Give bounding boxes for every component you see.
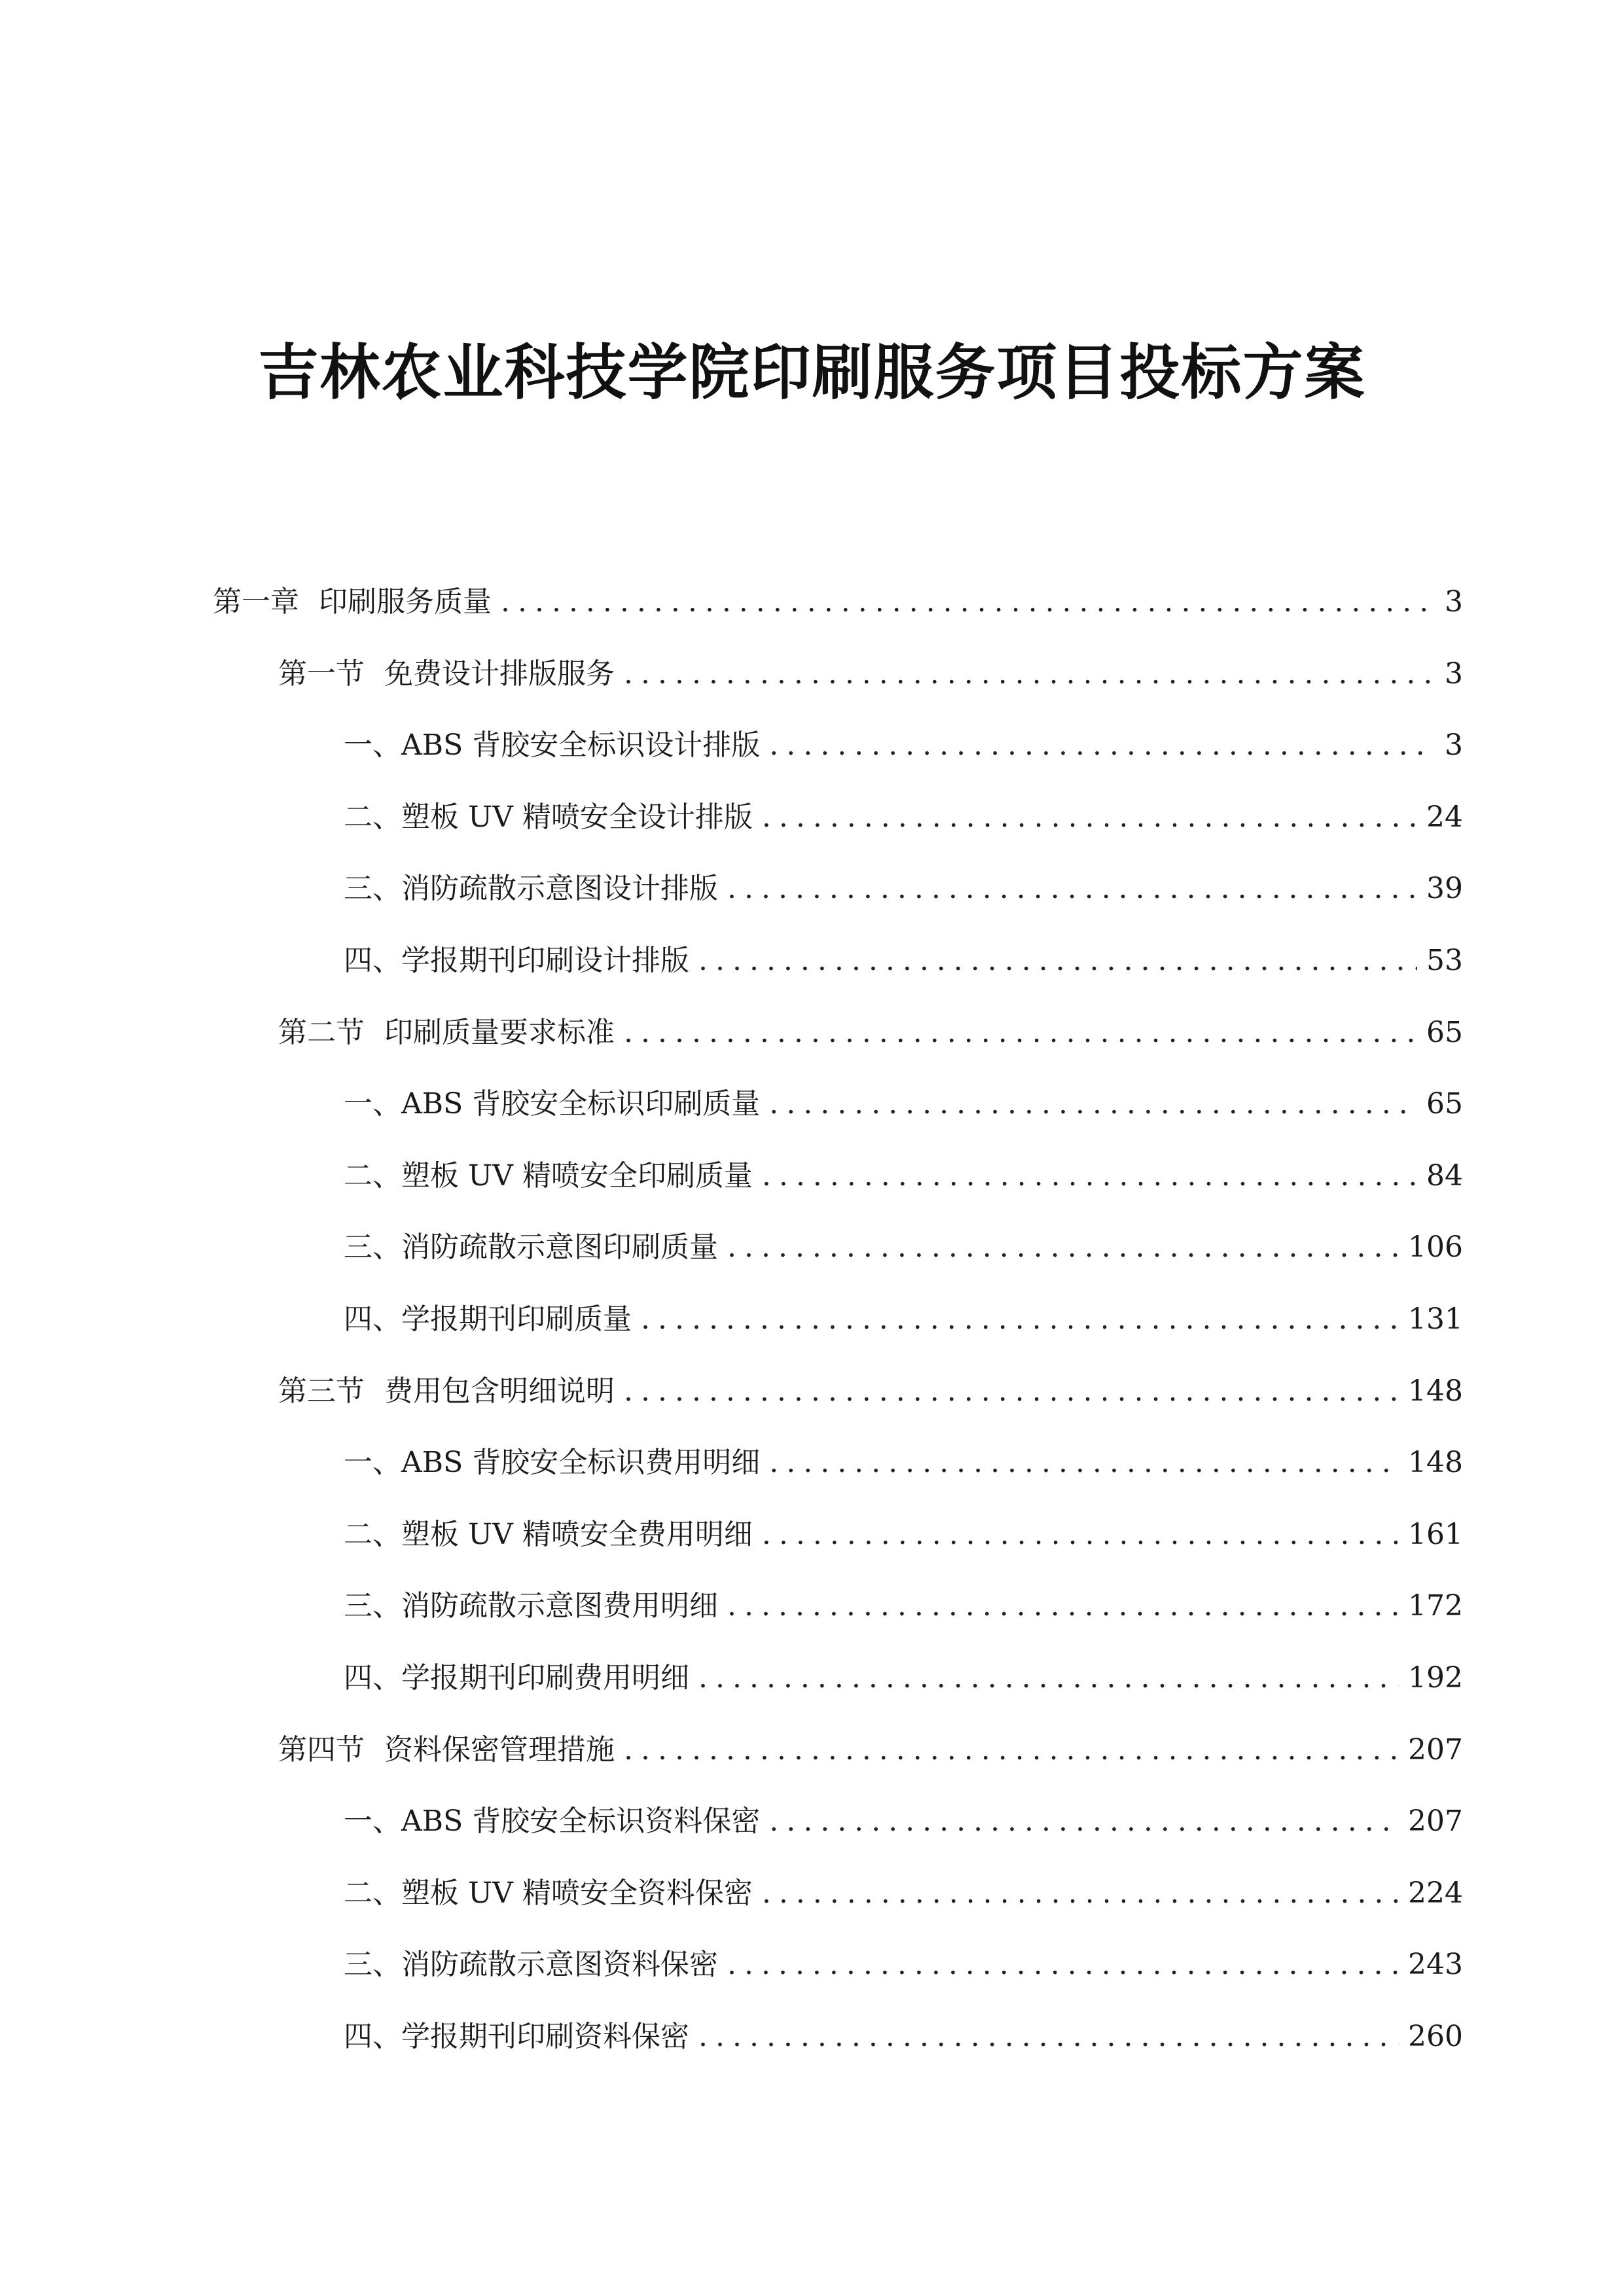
toc-dot-leader xyxy=(769,719,1434,772)
toc-entry-title: 消防疏散示意图资料保密 xyxy=(401,1948,718,1981)
toc-entry-title: 消防疏散示意图设计排版 xyxy=(401,872,718,905)
toc-entry-page-number: 106 xyxy=(1408,1230,1463,1264)
toc-entry-page-number: 131 xyxy=(1408,1302,1463,1336)
toc-entry[interactable] xyxy=(344,1437,1463,1489)
toc-entry-page-number: 161 xyxy=(1408,1518,1463,1551)
toc-entry[interactable] xyxy=(344,719,1463,772)
toc-dot-leader xyxy=(727,863,1417,915)
toc-dot-leader xyxy=(762,1509,1399,1561)
document-title: 吉林农业科技学院印刷服务项目投标方案 xyxy=(258,338,1366,408)
toc-entry-title: ABS 背胶安全标识资料保密 xyxy=(401,1804,761,1838)
toc-entry-number: 第一章 xyxy=(213,585,299,619)
toc-entry-title: 学报期刊印刷费用明细 xyxy=(401,1661,689,1695)
toc-entry[interactable] xyxy=(344,2011,1463,2063)
toc-dot-leader xyxy=(624,1365,1399,1418)
toc-entry[interactable] xyxy=(278,1007,1463,1059)
toc-entry-number: 一、 xyxy=(344,1804,401,1838)
toc-dot-leader xyxy=(698,935,1417,987)
toc-entry-page-number: 39 xyxy=(1426,872,1463,905)
toc-entry-title: 资料保密管理措施 xyxy=(384,1733,615,1767)
toc-entry[interactable] xyxy=(278,648,1463,700)
toc-entry-title: ABS 背胶安全标识费用明细 xyxy=(401,1446,761,1479)
toc-entry-page-number: 3 xyxy=(1445,585,1463,619)
toc-entry[interactable] xyxy=(344,1867,1463,1920)
toc-entry-number: 三、 xyxy=(344,1230,401,1264)
toc-entry-page-number: 260 xyxy=(1408,2020,1463,2053)
toc-entry-number: 一、 xyxy=(344,1446,401,1479)
toc-entry[interactable] xyxy=(344,1652,1463,1704)
toc-entry-page-number: 243 xyxy=(1408,1948,1463,1981)
toc-entry-number: 二、 xyxy=(344,1159,401,1193)
toc-entry-title: 印刷服务质量 xyxy=(319,585,492,619)
toc-entry[interactable] xyxy=(344,935,1463,987)
toc-entry-number: 第二节 xyxy=(278,1016,365,1049)
toc-entry-page-number: 24 xyxy=(1426,800,1463,834)
toc-entry[interactable] xyxy=(344,1509,1463,1561)
toc-entry-number: 第一节 xyxy=(278,657,365,691)
toc-entry-title: 塑板 UV 精喷安全费用明细 xyxy=(401,1518,753,1551)
toc-entry-title: 塑板 UV 精喷安全印刷质量 xyxy=(401,1159,753,1193)
toc-dot-leader xyxy=(769,1437,1399,1489)
toc-entry-page-number: 148 xyxy=(1408,1374,1463,1408)
toc-entry-page-number: 207 xyxy=(1408,1733,1463,1767)
toc-dot-leader xyxy=(641,1293,1399,1346)
toc-dot-leader xyxy=(727,1580,1399,1632)
toc-entry-title: 消防疏散示意图费用明细 xyxy=(401,1589,718,1623)
toc-entry-number: 三、 xyxy=(344,872,401,905)
toc-entry-number: 四、 xyxy=(344,1302,401,1336)
toc-entry-number: 四、 xyxy=(344,944,401,977)
toc-dot-leader xyxy=(624,1724,1399,1776)
toc-entry[interactable] xyxy=(278,1724,1463,1776)
toc-entry-page-number: 65 xyxy=(1426,1087,1463,1121)
toc-entry-page-number: 148 xyxy=(1408,1446,1463,1479)
toc-dot-leader xyxy=(698,2011,1399,2063)
toc-entry-title: ABS 背胶安全标识设计排版 xyxy=(401,728,761,762)
toc-entry-number: 一、 xyxy=(344,1087,401,1121)
toc-entry[interactable] xyxy=(344,1221,1463,1274)
toc-entry-number: 二、 xyxy=(344,1518,401,1551)
toc-entry[interactable] xyxy=(344,1150,1463,1202)
toc-entry[interactable] xyxy=(344,1580,1463,1632)
toc-dot-leader xyxy=(624,1007,1417,1059)
toc-entry[interactable] xyxy=(344,863,1463,915)
toc-entry-title: 塑板 UV 精喷安全资料保密 xyxy=(401,1876,753,1910)
toc-entry[interactable] xyxy=(344,1795,1463,1848)
toc-dot-leader xyxy=(769,1078,1417,1130)
toc-dot-leader xyxy=(501,576,1434,628)
toc-entry-title: 消防疏散示意图印刷质量 xyxy=(401,1230,718,1264)
toc-entry-page-number: 192 xyxy=(1408,1661,1463,1695)
toc-entry-title: 学报期刊印刷设计排版 xyxy=(401,944,689,977)
toc-entry-page-number: 84 xyxy=(1426,1159,1463,1193)
toc-entry-title: 费用包含明细说明 xyxy=(384,1374,615,1408)
toc-entry[interactable] xyxy=(213,576,1463,628)
toc-entry-title: 学报期刊印刷资料保密 xyxy=(401,2020,689,2053)
toc-entry-title: 印刷质量要求标准 xyxy=(384,1016,615,1049)
toc-entry[interactable] xyxy=(344,791,1463,844)
toc-dot-leader xyxy=(727,1221,1399,1274)
toc-entry-page-number: 3 xyxy=(1445,728,1463,762)
toc-entry-number: 四、 xyxy=(344,1661,401,1695)
toc-entry-title: 塑板 UV 精喷安全设计排版 xyxy=(401,800,753,834)
toc-entry-page-number: 3 xyxy=(1445,657,1463,691)
toc-dot-leader xyxy=(727,1939,1399,1991)
toc-entry-page-number: 172 xyxy=(1408,1589,1463,1623)
toc-entry-number: 二、 xyxy=(344,800,401,834)
toc-dot-leader xyxy=(762,1150,1417,1202)
toc-entry-page-number: 224 xyxy=(1408,1876,1463,1910)
toc-entry-number: 三、 xyxy=(344,1948,401,1981)
toc-dot-leader xyxy=(762,1867,1399,1920)
toc-entry-title: 学报期刊印刷质量 xyxy=(401,1302,632,1336)
toc-dot-leader xyxy=(769,1795,1399,1848)
toc-entry-title: ABS 背胶安全标识印刷质量 xyxy=(401,1087,761,1121)
toc-entry-page-number: 53 xyxy=(1426,944,1463,977)
toc-entry-number: 一、 xyxy=(344,728,401,762)
toc-entry[interactable] xyxy=(344,1078,1463,1130)
toc-dot-leader xyxy=(698,1652,1399,1704)
toc-entry-number: 第四节 xyxy=(278,1733,365,1767)
toc-dot-leader xyxy=(762,791,1417,844)
toc-entry-number: 二、 xyxy=(344,1876,401,1910)
toc-entry[interactable] xyxy=(344,1939,1463,1991)
toc-entry-number: 第三节 xyxy=(278,1374,365,1408)
toc-entry-number: 三、 xyxy=(344,1589,401,1623)
toc-dot-leader xyxy=(624,648,1434,700)
toc-entry-page-number: 65 xyxy=(1426,1016,1463,1049)
toc-entry-page-number: 207 xyxy=(1408,1804,1463,1838)
toc-entry[interactable] xyxy=(278,1365,1463,1418)
toc-entry[interactable] xyxy=(344,1293,1463,1346)
toc-entry-title: 免费设计排版服务 xyxy=(384,657,615,691)
toc-entry-number: 四、 xyxy=(344,2020,401,2053)
